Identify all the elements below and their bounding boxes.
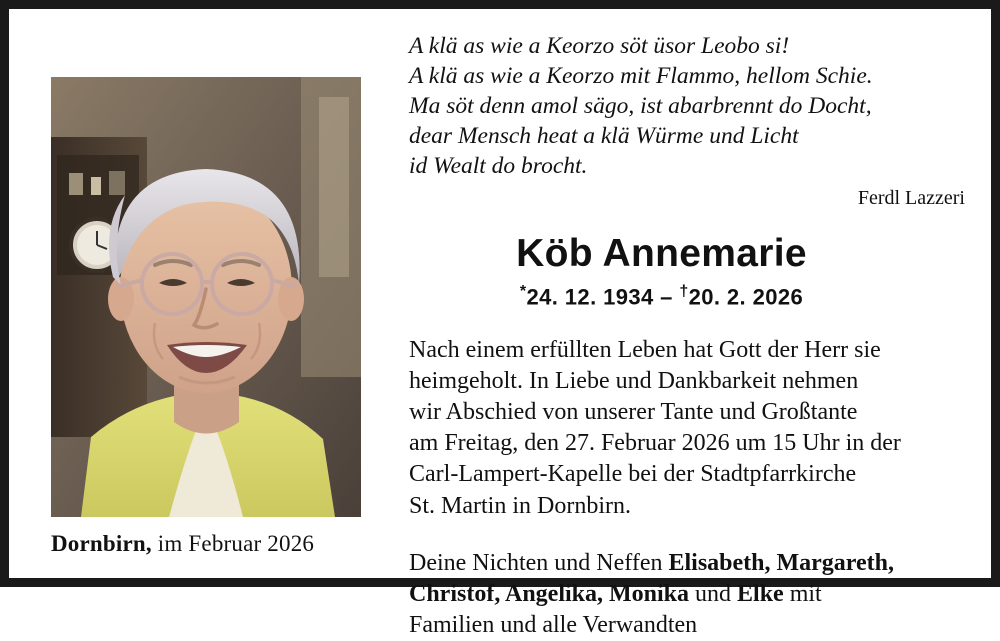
poem-line-2: A klä as wie a Keorzo mit Flammo, hellom Schie.	[409, 63, 873, 90]
survivors-closing: Familien und alle Verwandten	[409, 612, 698, 639]
body-line-3: wir Abschied von unserer Tante und Großtante	[409, 399, 858, 426]
survivors-block	[409, 548, 969, 641]
body-line-2: heimgeholt. In Liebe und Dankbarkeit nehmen	[409, 367, 859, 394]
death-symbol: †	[679, 283, 689, 301]
death-date: 20. 2. 2026	[688, 284, 804, 310]
left-column	[51, 77, 371, 557]
date-separator: –	[660, 284, 673, 310]
survivors-connector: und	[689, 581, 738, 608]
obituary-inner	[9, 9, 991, 639]
portrait-photo-image	[51, 77, 361, 517]
poem-author: Ferdl Lazzeri	[857, 187, 965, 210]
deceased-name: Köb Annemarie	[516, 232, 807, 276]
body-line-6: St. Martin in Dornbirn.	[409, 492, 631, 519]
right-column	[409, 31, 969, 641]
place-date-line	[51, 531, 371, 557]
deceased-dates	[409, 283, 969, 310]
body-line-4: am Freitag, den 27. Februar 2026 um 15 Uhr in der	[409, 430, 901, 457]
survivors-name-last: Elke	[737, 581, 784, 608]
survivors-intro: Deine Nichten und Neffen	[409, 549, 669, 576]
portrait-photo	[51, 77, 361, 517]
survivors-names-2: Christof, Angelika, Monika	[409, 581, 690, 608]
poem-line-4: dear Mensch heat a klä Würme und Licht	[409, 123, 799, 150]
survivors-tail: mit	[783, 581, 822, 608]
poem-line-1: A klä as wie a Keorzo söt üsor Leobo si!	[409, 33, 790, 59]
place-city: Dornbirn,	[51, 531, 152, 556]
survivors-line-2	[409, 579, 969, 610]
poem-block	[409, 31, 969, 181]
body-line-1: Nach einem erfüllten Leben hat Gott der Herr sie	[409, 336, 881, 363]
poem-line-3: Ma söt denn amol sägo, ist abarbrennt do Docht,	[409, 93, 872, 120]
place-date: im Februar 2026	[151, 531, 315, 556]
poem-line-5: id Wealt do brocht.	[409, 153, 588, 180]
survivors-names-1: Elisabeth, Margareth,	[668, 549, 895, 576]
birth-date: 24. 12. 1934	[526, 284, 654, 310]
birth-symbol: *	[519, 283, 527, 301]
survivors-line-1	[409, 548, 969, 579]
obituary-body	[409, 335, 969, 522]
body-line-5: Carl-Lampert-Kapelle bei der Stadtpfarrkirche	[409, 461, 857, 488]
